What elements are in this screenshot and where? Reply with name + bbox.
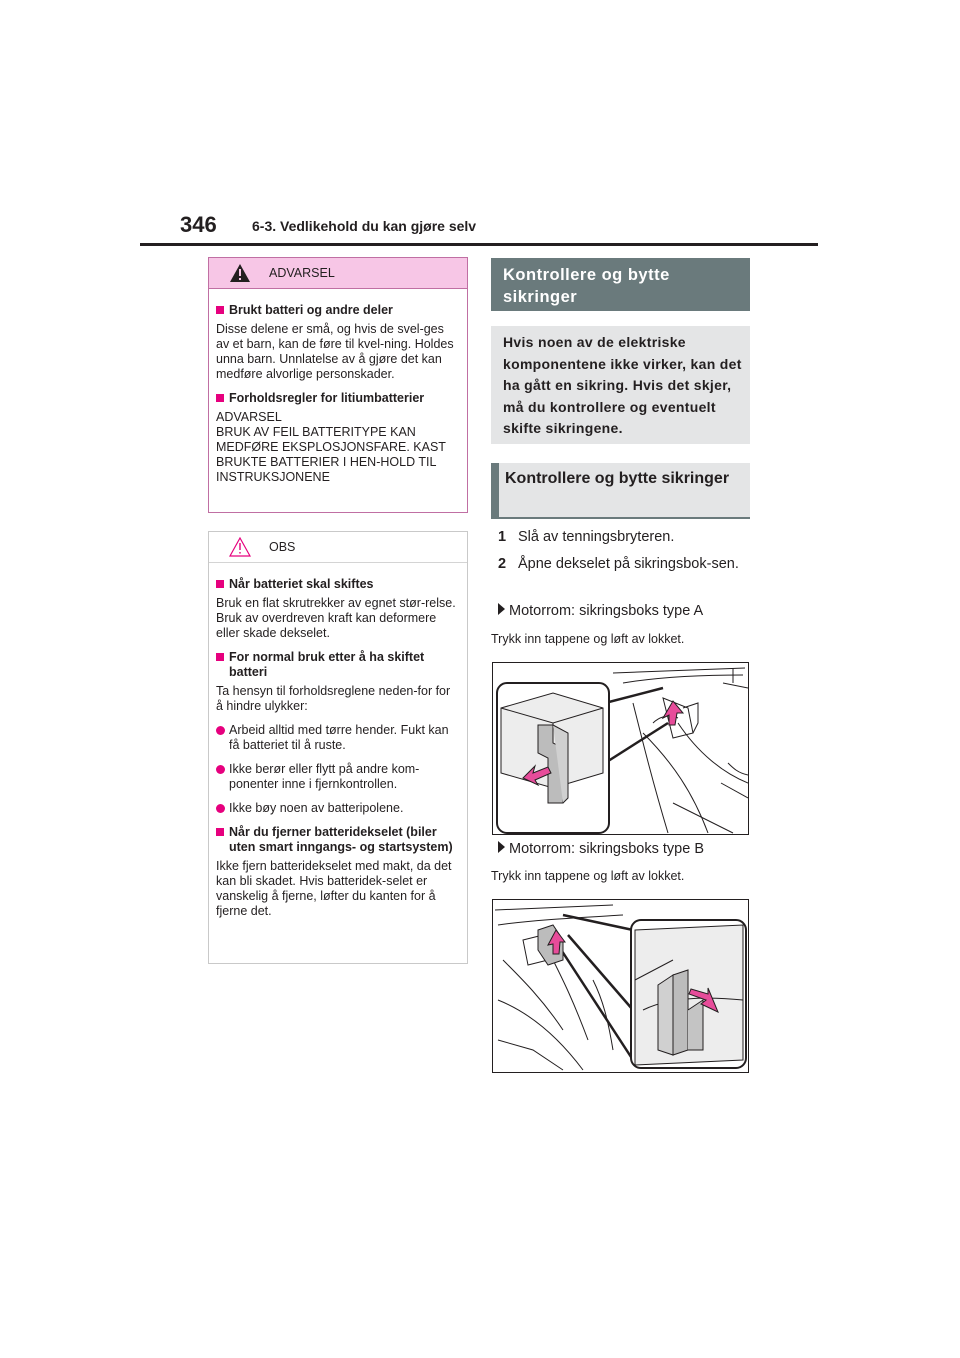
case-a-note: Trykk inn tappene og løft av lokket. — [491, 632, 685, 646]
step-number: 1 — [498, 529, 507, 545]
notice-bullet: Ikke bøy noen av batteripolene. — [216, 801, 460, 816]
page-number: 346 — [180, 212, 217, 237]
notice-item-text: Ikke fjern batteridekselet med makt, da det kan bli skadet. Hvis batteridek-selet er vanskelig å fjerne, løfter du kanten for å fjerne det. — [216, 859, 452, 918]
square-bullet-icon — [216, 580, 224, 588]
square-bullet-icon — [216, 828, 224, 836]
triangle-arrow-icon — [498, 841, 505, 853]
section-title: 6-3. Vedlikehold du kan gjøre selv — [252, 218, 477, 234]
warning-item-heading: Forholdsregler for litiumbatterier — [216, 391, 460, 406]
step-text: Åpne dekselet på sikringsbok-sen. — [518, 556, 739, 572]
warning-box-title: ADVARSEL — [269, 266, 335, 280]
warning-item-text: Disse delene er små, og hvis de svel-ges av et barn, kan de føre til kvel-ning. Holdes unna barn. Unnlatelse av å gjøre det kan medføre alvorlige personskader. — [216, 322, 454, 381]
notice-item-heading: Når du fjerner batteridekselet (biler uten smart inngangs- og startsystem) — [216, 825, 460, 855]
square-bullet-icon — [216, 653, 224, 661]
header-rule — [140, 243, 818, 246]
notice-box-header — [209, 532, 467, 563]
notice-item-text: Ta hensyn til forholdsreglene neden-for for å hindre ulykker: — [216, 684, 451, 713]
intro-text: Hvis noen av de elektriske komponentene ikke virker, kan det ha gått en sikring. Hvis det skjer, må du kontrollere og eventuelt skifte sikringene. — [503, 334, 742, 436]
round-bullet-icon — [216, 804, 225, 813]
notice-item-text: Bruk en flat skrutrekker av egnet stør-relse. Bruk av overdreven kraft kan deformere eller skade dekselet. — [216, 596, 456, 640]
square-bullet-icon — [216, 394, 224, 402]
section-banner — [491, 258, 750, 311]
intro-box — [491, 326, 750, 444]
warning-triangle-icon — [229, 263, 251, 288]
sub-heading-banner — [491, 463, 750, 519]
notice-bullet: Arbeid alltid med tørre hender. Fukt kan få batteriet til å ruste. — [216, 723, 460, 753]
square-bullet-icon — [216, 306, 224, 314]
fuse-box-type-a-illustration — [492, 662, 749, 835]
warning-item-heading: Brukt batteri og andre deler — [216, 303, 460, 318]
case-b-label: Motorrom: sikringsboks type B — [498, 841, 704, 857]
notice-box — [208, 531, 468, 964]
sub-heading-bar — [491, 463, 499, 517]
fuse-box-type-b-illustration — [492, 899, 749, 1073]
notice-box-title: OBS — [269, 540, 296, 554]
notice-item-heading: Når batteriet skal skiftes — [216, 577, 460, 592]
caution-triangle-icon — [229, 537, 251, 562]
step-text: Slå av tenningsbryteren. — [518, 529, 675, 545]
round-bullet-icon — [216, 765, 225, 774]
case-a-label: Motorrom: sikringsboks type A — [498, 603, 703, 619]
notice-item-heading: For normal bruk etter å ha skiftet batteri — [216, 650, 460, 680]
warning-item-text: ADVARSEL BRUK AV FEIL BATTERITYPE KAN MEDFØRE EKSPLOSJONSFARE. KAST BRUKTE BATTERIER I HEN-HOLD TIL INSTRUKSJONENE — [216, 410, 446, 484]
notice-bullet: Ikke berør eller flytt på andre kom-ponenter inne i fjernkontrollen. — [216, 762, 460, 792]
case-b-note: Trykk inn tappene og løft av lokket. — [491, 869, 685, 883]
warning-box — [208, 257, 468, 513]
sub-heading-title: Kontrollere og bytte sikringer — [505, 470, 730, 487]
round-bullet-icon — [216, 726, 225, 735]
warning-box-header — [209, 258, 467, 289]
triangle-arrow-icon — [498, 603, 505, 615]
section-banner-title: Kontrollere og bytte sikringer — [503, 266, 670, 306]
step-number: 2 — [498, 556, 507, 572]
